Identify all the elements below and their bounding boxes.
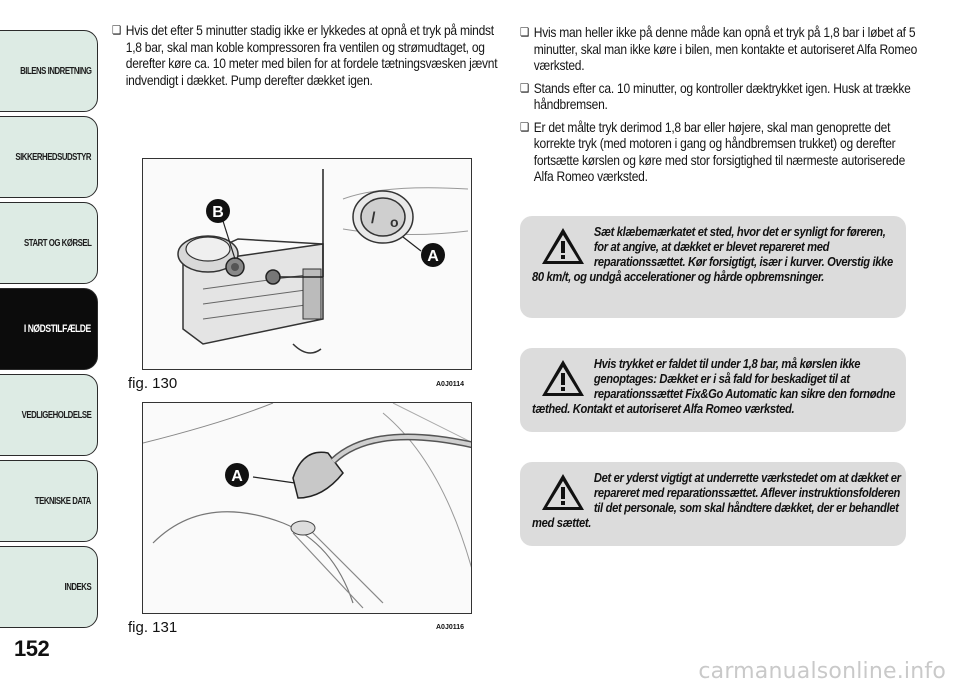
svg-text:/: / [371, 210, 376, 227]
warning-text-3: Det er yderst vigtigt at underrette værkstedet om at dækket er repareret med reparationssættet. Aflever instruktionsfolderen til det personale, som skal håndtere dækket, der er behandlet med sættet. [532, 470, 901, 530]
right-bullet-2: ❏ Stands efter ca. 10 minutter, og kontroller dæktrykket igen. Husk at trække håndbremsen. [520, 80, 921, 113]
tab-label: TEKNISKE DATA [34, 495, 91, 507]
svg-text:B: B [212, 204, 224, 221]
tab-indeks[interactable] [0, 546, 98, 628]
tab-tekniske-data[interactable] [0, 460, 98, 542]
watermark: carmanualsonline.info [698, 659, 946, 684]
warning-box-3 [520, 462, 906, 546]
figure-130-code: A0J0114 [436, 381, 465, 388]
label-b-marker [206, 199, 230, 223]
figure-130-caption: fig. 130 [128, 375, 178, 392]
label-a-marker [225, 463, 249, 487]
tab-label: SIKKERHEDSUDSTYR [15, 151, 91, 163]
valve-hose-illustration [143, 403, 472, 614]
svg-text:A: A [231, 468, 243, 485]
tab-i-nodstilfaelde[interactable] [0, 288, 98, 370]
tab-label: START OG KØRSEL [23, 237, 91, 249]
tab-label: VEDLIGEHOLDELSE [21, 409, 91, 421]
page-number: 152 [14, 636, 50, 661]
warning-text-1: Sæt klæbemærkatet et sted, hvor det er synligt for føreren, for at angive, at dækket er blevet repareret med reparationssættet. Kør forsigtigt, især i kurver. Overstig ikke 80 km/t, og undgå accelerationer og hårde opbremsninger. [532, 224, 893, 284]
figure-131-caption: fig. 131 [128, 619, 178, 636]
figure-130-compressor [142, 158, 472, 370]
svg-text:A: A [427, 248, 439, 265]
left-bullet-1: ❏ Hvis det efter 5 minutter stadig ikke er lykkedes at opnå et tryk på mindst 1,8 bar, skal man koble kompressoren fra ventilen og strømudtaget, og derefter køre ca. 10 meter med bilen for at fordele tætningsvæsken jævnt indvendigt i dækket. Pump derefter dækket igen. [112, 22, 513, 88]
tab-vedligeholdelse[interactable] [0, 374, 98, 456]
right-bullet-3: ❏ Er det målte tryk derimod 1,8 bar eller højere, skal man genoprette det korrekte tryk (med motoren i gang og håndbremsen trukket) og derefter fortsætte kørslen og køre med stor forsigtighed til nærmeste autoriserede Alfa Romeo værksted. [520, 119, 921, 185]
figure-131-code: A0J0116 [436, 624, 465, 631]
right-bullet-1: ❏ Hvis man heller ikke på denne måde kan opnå et tryk på 1,8 bar i løbet af 5 minutter, skal man ikke køre i bilen, men kontakte et autoriseret Alfa Romeo værksted. [520, 24, 921, 74]
tab-label: BILENS INDRETNING [19, 65, 91, 77]
svg-text:o: o [390, 214, 399, 230]
figure-131-valve-hose [142, 402, 472, 614]
chapter-sidebar [0, 0, 100, 640]
left-column [112, 22, 502, 94]
right-column [520, 24, 918, 191]
label-a-marker [421, 243, 445, 267]
tab-start-og-korsel[interactable] [0, 202, 98, 284]
tab-label: INDEKS [64, 581, 91, 593]
warning-box-2 [520, 348, 906, 432]
tab-sikkerhedsudstyr[interactable] [0, 116, 98, 198]
compressor-illustration [143, 159, 472, 370]
tab-bilens-indretning[interactable] [0, 30, 98, 112]
warning-box-1 [520, 216, 906, 318]
warning-text-2: Hvis trykket er faldet til under 1,8 bar, må kørslen ikke genoptages: Dækket er i så fald for beskadiget til at reparationssættet Fix&Go Automatic kan sikre den fornødne tæthed. Kontakt et autoriseret Alfa Romeo værksted. [532, 356, 896, 416]
tab-label: I NØDSTILFÆLDE [24, 323, 91, 335]
